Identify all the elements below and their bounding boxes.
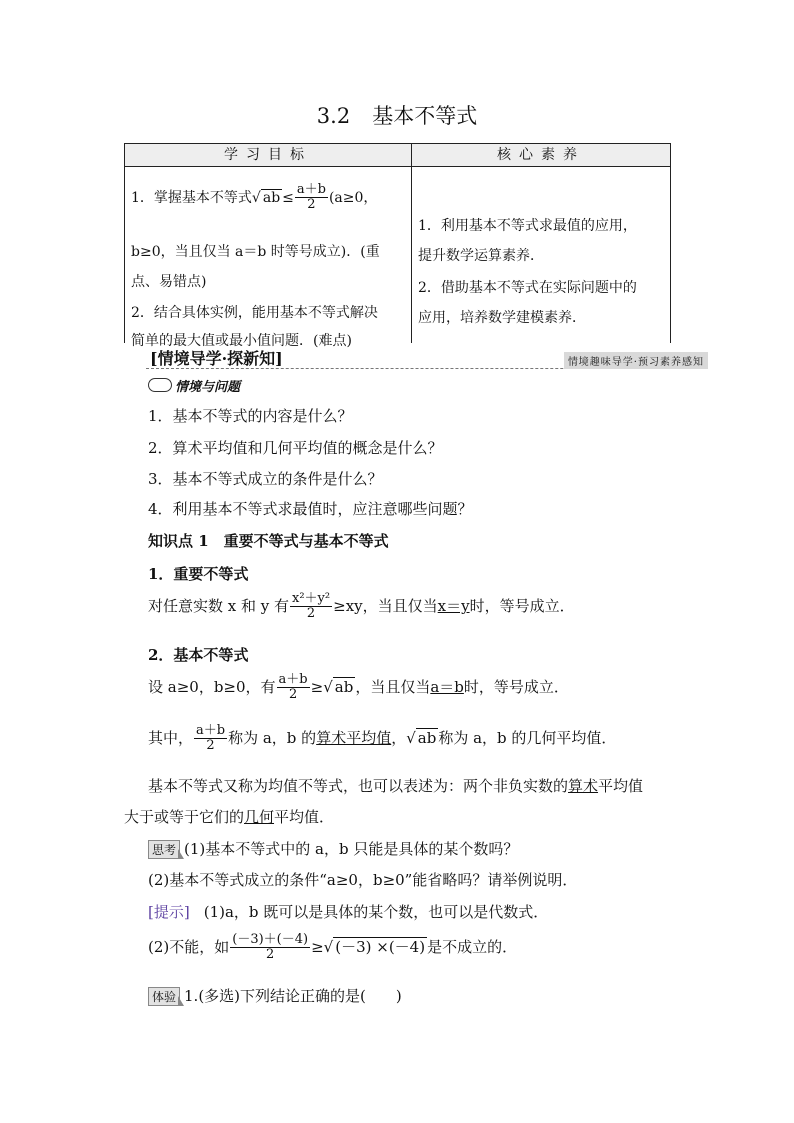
subheading: 情境与问题	[148, 376, 240, 395]
fill-blank-x-eq-y: x＝y	[437, 596, 470, 615]
hint-label: [提示]	[148, 903, 190, 921]
basic-inequality-statement: 设 a≥0，b≥0，有 $\frac{a+b}{2}$ ≥√ ab ，当且仅当a＝b时，等号成立．	[148, 672, 569, 703]
literacy-cell	[412, 167, 671, 344]
goals-cell	[125, 167, 412, 349]
goal-line-1: 1．掌握基本不等式√ ab ≤ $\frac{a+b}{2}$ (a≥0，	[131, 182, 378, 213]
table-header-literacy: 核心素养	[412, 144, 671, 167]
fill-blank-geometric: 几何	[244, 808, 275, 826]
exercise-badge: 体验	[148, 987, 180, 1006]
section-heading: [情境导学·探新知]	[150, 349, 283, 368]
page-title	[0, 100, 794, 130]
mean-definitions: 其中， $\frac{a+b}{2}$ 称为 a，b 的算术平均值，√ ab 称为 a，b 的几何平均值．	[148, 723, 617, 754]
think-question-2: (2)基本不等式成立的条件“a≥0，b≥0”能省略吗？请举例说明．	[148, 871, 578, 889]
goal-fraction: $\frac{a+b}{2}$	[296, 182, 326, 213]
fill-blank-a-eq-b: a＝b	[430, 677, 464, 696]
hint-answer-1: [提示] (1)a，b 既可以是具体的某个数，也可以是代数式．	[148, 903, 549, 921]
mean-inequality-paragraph-line1: 基本不等式又称为均值不等式，也可以表述为：两个非负实数的算术平均值	[148, 777, 644, 795]
goal-line-5: 简单的最大值或最小值问题．(难点)	[131, 333, 352, 349]
goal-line-2: b≥0，当且仅当 a＝b 时等号成立)．(重	[131, 244, 380, 260]
exercise-1: 体验 1.(多选)下列结论正确的是( )	[148, 985, 402, 1006]
goal-line-3: 点、易错点)	[131, 274, 207, 290]
literacy-line-1: 1．利用基本不等式求最值的应用，	[418, 218, 637, 234]
thought-bubble-icon	[148, 378, 172, 392]
objectives-table	[124, 143, 671, 349]
think-badge: 思考	[148, 840, 180, 859]
mean-inequality-paragraph-line2: 大于或等于它们的几何平均值．	[124, 808, 335, 826]
important-inequality-statement: 对任意实数 x 和 y 有 $\frac{\text{x²＋y²}}{2}$ ≥xy，当且仅当x＝y时，等号成立．	[148, 591, 575, 622]
literacy-line-3: 2．借助基本不等式在实际问题中的	[418, 280, 637, 296]
knowledge-heading: 知识点 1 重要不等式与基本不等式	[148, 532, 389, 550]
basic-inequality-title: 2．基本不等式	[148, 646, 249, 664]
fill-blank-arithmetic-mean: 算术平均值	[316, 728, 392, 747]
section-tag: 情境趣味导学·预习素养感知	[564, 352, 708, 369]
question-3: 3．基本不等式成立的条件是什么？	[148, 470, 383, 488]
goal-line-4: 2．结合具体实例，能用基本不等式解决	[131, 305, 378, 321]
question-2: 2．算术平均值和几何平均值的概念是什么？	[148, 439, 443, 457]
section-number: 3.2	[316, 104, 351, 128]
question-4: 4．利用基本不等式求最值时，应注意哪些问题？	[148, 500, 473, 518]
important-inequality-title: 1．重要不等式	[148, 565, 249, 583]
think-question-1: 思考 (1)基本不等式中的 a，b 只能是具体的某个数吗？	[148, 838, 518, 859]
fill-blank-arithmetic: 算术	[568, 777, 599, 795]
literacy-line-4: 应用，培养数学建模素养．	[418, 310, 586, 326]
question-1: 1．基本不等式的内容是什么？	[148, 407, 353, 425]
literacy-line-2: 提升数学运算素养．	[418, 248, 544, 264]
hint-answer-2: (2)不能，如 $\frac{(-3)+(-4)}{2}$ ≥√ (－3) ×(－4) 是不成立的．	[148, 932, 518, 963]
table-header-goals: 学习目标	[125, 144, 412, 167]
section-bar	[146, 344, 708, 369]
section-title-text: 基本不等式	[372, 104, 478, 128]
